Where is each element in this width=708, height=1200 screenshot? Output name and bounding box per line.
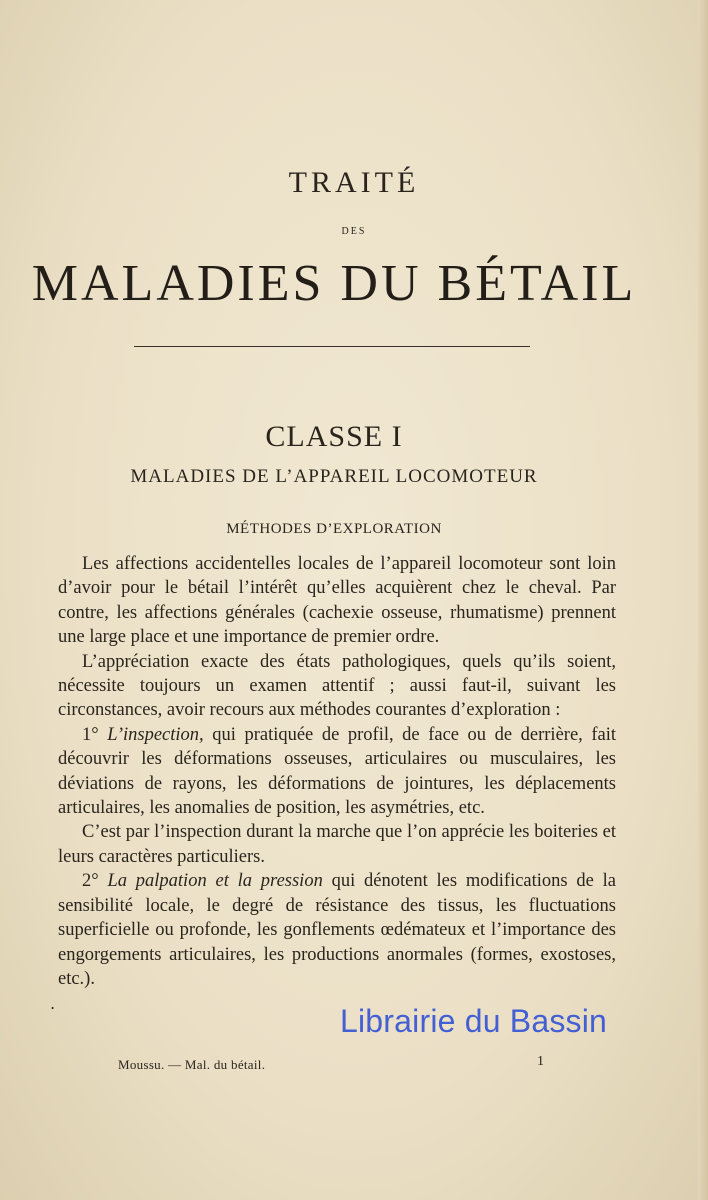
class-title: CLASSE I: [265, 420, 403, 453]
footer-signature: Moussu. — Mal. du bétail.: [118, 1057, 266, 1072]
paragraph-text: C’est par l’inspection durant la marche que l’on apprécie les boiteries et leurs caractères particuliers.: [58, 822, 616, 867]
class-subtitle: MALADIES DE L’APPAREIL LOCOMOTEUR: [130, 466, 538, 487]
title-traite: TRAITÉ: [288, 166, 420, 199]
body-text: [58, 552, 616, 991]
title-rule-divider: [134, 346, 530, 347]
paragraph-text: Les affections accidentelles locales de l’appareil locomoteur sont loin d’avoir pour le bétail l’intérêt qu’elles acquièrent chez le cheval. Par contre, les affections générales (cachexie osseuse, rhumatisme) prennent une large place et une importance de premier ordre.: [58, 554, 616, 648]
paragraph: [58, 869, 616, 991]
paragraph: [58, 820, 616, 869]
title-des: DES: [341, 226, 367, 237]
watermark: Librairie du Bassin: [340, 1003, 608, 1039]
section-heading: MÉTHODES D’EXPLORATION: [226, 521, 442, 537]
paragraph: [58, 650, 616, 723]
paragraph-number: 1°: [82, 724, 99, 745]
paragraph-lead: La palpation et la pression: [107, 871, 323, 892]
paragraph-number: 2°: [82, 871, 99, 892]
paragraph-text: qui dénotent les modifications de la sensibilité locale, le degré de résistance des tissus, les fluctuations superficielle ou profonde, les gonflements œdémateux et l’importance des engorgements articulaires, les productions anormales (formes, exostoses, etc.).: [58, 871, 617, 989]
page-number: 1: [537, 1054, 544, 1069]
paragraph: [58, 723, 616, 821]
paragraph-lead: L’inspection,: [107, 724, 204, 745]
paragraph: [58, 552, 616, 650]
paragraph-text: L’appréciation exacte des états pathologiques, quels qu’ils soient, nécessite toujours un examen attentif ; aussi faut-il, suivant les circonstances, avoir recours aux méthodes courantes d’exploration :: [58, 651, 616, 721]
paragraph-text: qui pratiquée de profil, de face ou de derrière, fait découvrir les déformations osseuses, articulaires ou musculaires, les déviations de rayons, les déformations de jointures, les déplacements articulaires, les anomalies de position, les asymétries, etc.: [58, 724, 617, 819]
title-main: MALADIES DU BÉTAIL: [31, 255, 637, 312]
margin-dot: .: [50, 994, 56, 1013]
